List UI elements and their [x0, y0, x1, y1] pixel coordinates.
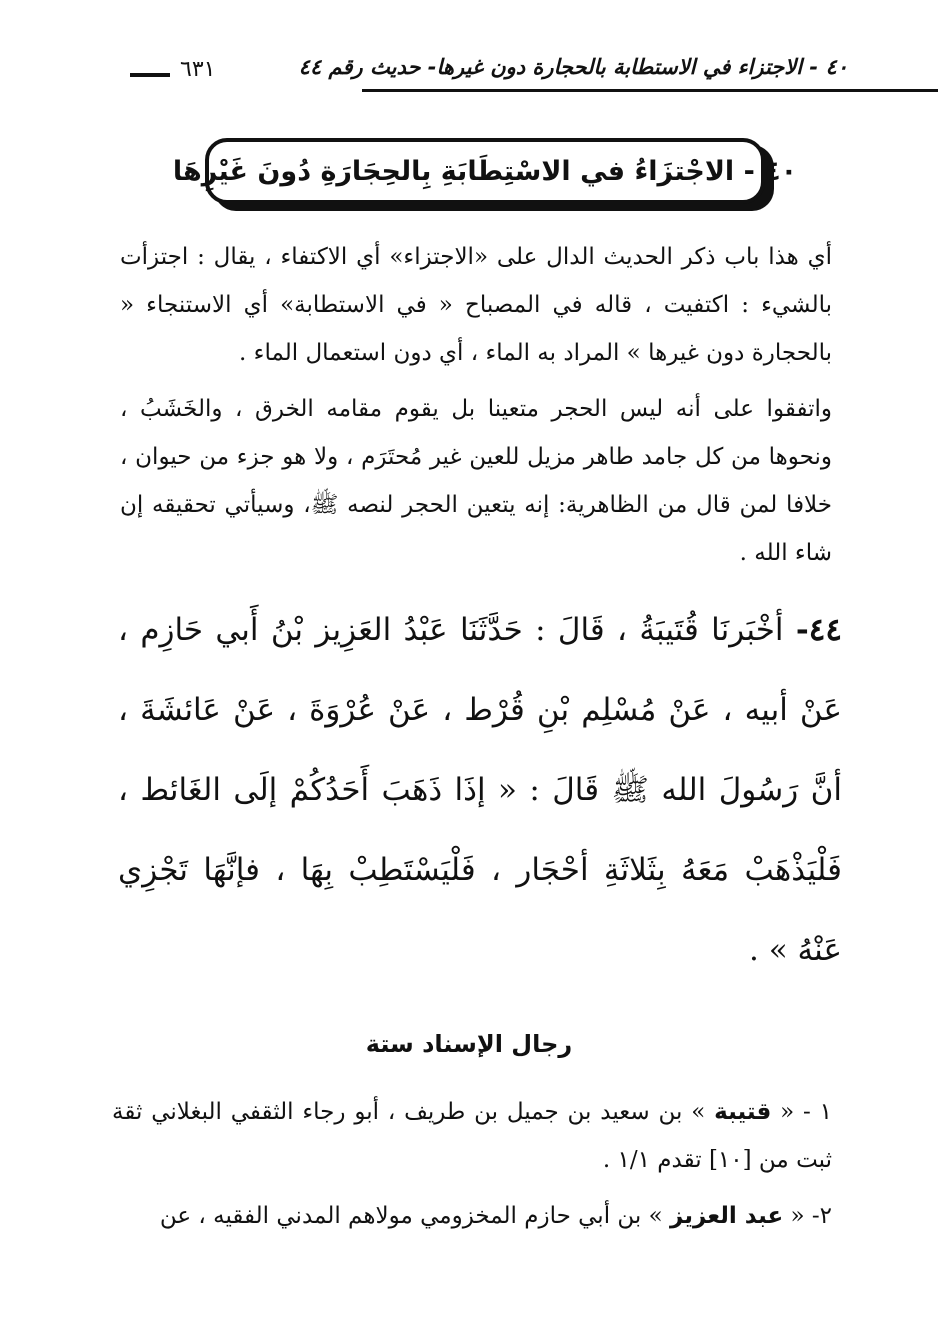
narrator-description: » بن سعيد بن جميل بن طريف ، أبو رجاء الثقفي البغلاني ثقة ثبت من [١٠] تقدم ١/١ .	[112, 1099, 832, 1173]
header-rule	[362, 89, 938, 92]
chapter-title: ٤٠ - الاجْتزَاءُ في الاسْتِطَابَةِ بِالحِجَارَةِ دُونَ غَيْرِهَا	[172, 155, 798, 187]
commentary-text-2: واتفقوا على أنه ليس الحجر متعينا بل يقوم مقامه الخرق ، والخَشَبُ ، ونحوها من كل جامد طاهر مزيل للعين غير مُحتَرَم ، ولا هو جزء من حيوان ، خلافا لمن قال من الظاهرية: إنه يتعين الحجر لنصه ﷺ، وسيأتي تحقيقه إن شاء الله .	[120, 396, 832, 566]
page-number-dash	[130, 73, 170, 77]
hadith-number: ٤٤-	[795, 612, 842, 648]
narrators-list	[112, 1088, 832, 1248]
narrator-name: عبد العزيز	[670, 1203, 784, 1229]
running-header-title: ٤٠ - الاجتزاء في الاستطابة بالحجارة دون غيرها- حديث رقم ٤٤	[298, 55, 848, 79]
narrator-prefix: ١ - «	[780, 1099, 832, 1125]
narrator-entry	[112, 1088, 832, 1184]
chapter-title-box	[172, 138, 798, 204]
narrator-description: » بن أبي حازم المخزومي مولاهم المدني الفقيه ، عن	[159, 1203, 663, 1229]
page-number: ٦٣١	[180, 57, 216, 82]
commentary-text-1: أي هذا باب ذكر الحديث الدال على «الاجتزاء» أي الاكتفاء ، يقال : اجتزأت بالشيء : اكتفيت ، قاله في المصباح « في الاستطابة» أي الاستنجاء « بالحجارة دون غيرها » المراد به الماء ، أي دون استعمال الماء .	[120, 244, 832, 366]
hadith-text-block	[118, 590, 842, 990]
running-header	[130, 55, 848, 95]
narrator-name: قتيبة	[714, 1099, 772, 1125]
narrators-heading: رجال الإسناد ستة	[365, 1030, 573, 1058]
commentary-paragraph-1	[120, 233, 832, 377]
commentary-paragraph-2	[120, 385, 832, 577]
narrator-entry	[112, 1192, 832, 1240]
narrator-prefix: ٢- «	[790, 1203, 832, 1229]
hadith-text: أخْبَرنَا قُتَيبَةُ ، قَالَ : حَدَّثَنَا عَبْدُ العَزِيز بْنُ أَبي حَازِم ، عَنْ أبيه ، عَنْ مُسْلِم بْنِ قُرْط ، عَنْ عُرْوَةَ ، عَنْ عَائشَةَ ، أنَّ رَسُولَ الله ﷺ قَالَ : « إذَا ذَهَبَ أَحَدُكُمْ إلَى الغَائط ، فَلْيَذْهَبْ مَعَهُ بِثَلاثَةِ أحْجَار ، فَلْيَسْتَطِبْ بِهَا ، فإنَّهَا تَجْزِي عَنْهُ » .	[118, 612, 842, 968]
